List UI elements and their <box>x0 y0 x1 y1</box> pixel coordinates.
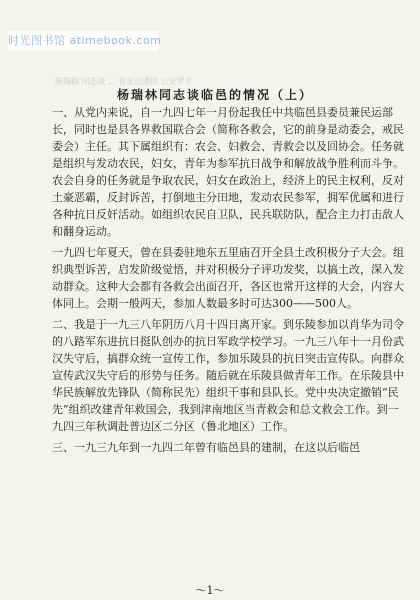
paragraph-4: 三、一九三九年到一九四二年曾有临邑县的建制，在这以后临邑 <box>52 441 360 454</box>
bleed-through-text: 陈锡联 同志谈 ... 在北边遇民 公安罗平 <box>55 77 193 86</box>
paragraph-2: 一九四七年夏天，曾在县委驻地东五里庙召开全县土改积极分子大会。组织典型诉苦，启发阶级觉悟，并对积极分子评功发奖，以搞土改，深入发动群众。这种大会都有各救会出面召开，各区也常开这样的大会，内容大体同上。会期一般两天，参加人数最多时可达300——500人。 <box>52 246 404 310</box>
document-body <box>52 104 404 460</box>
document-title: 杨瑞林同志谈临邑的情况（上） <box>116 88 313 102</box>
paragraph-3: 二、我是于一九三八年阴历八月十四日离开家。到乐陵参加以肖华为司令的八路军东进抗日挺队创办的抗日军政学校学习。一九三八年十一月份武汉失守后，搞群众统一宣传工作，参加乐陵县的抗日突击宣传队。向群众宣传武汉失守后的形势与任务。随后就在乐陵县做青年工作。在乐陵县中华民族解放先锋队（简称民先）组织干事和县队长。党中央决定撤销“民先”组织改建青年救国会，我到津南地区当青救会和总文救会工作。到一九四三年秋调赴普边区二分区（鲁北地区）工作。 <box>52 318 404 433</box>
paragraph-1: 一、从党内来说，自一九四七年一月份起我任中共临邑县委员兼民运部长，同时也是县各界救国联合会（简称各救会，它的前身是动委会，戒民委会）主任。其下属组织有：农会、妇救会、青救会以及回协会。任务就是组织与发动农民，妇女，青年为参军抗日战争和解放战争胜利而斗争。农会自身的任务就是争取农民，妇女在政治上，经济上的民主权利，反对土豪恶霸，反封诉苦，打倒地主分田地，发动农民参军，拥军优属和进行各种抗日反奸活动。如组织农民自卫队，民兵联防队，配合主力打击敌人和翻身运动。 <box>52 106 404 238</box>
page-number: ～1～ <box>195 584 225 597</box>
watermark: 时光图书馆 atimebook.com <box>8 31 158 51</box>
